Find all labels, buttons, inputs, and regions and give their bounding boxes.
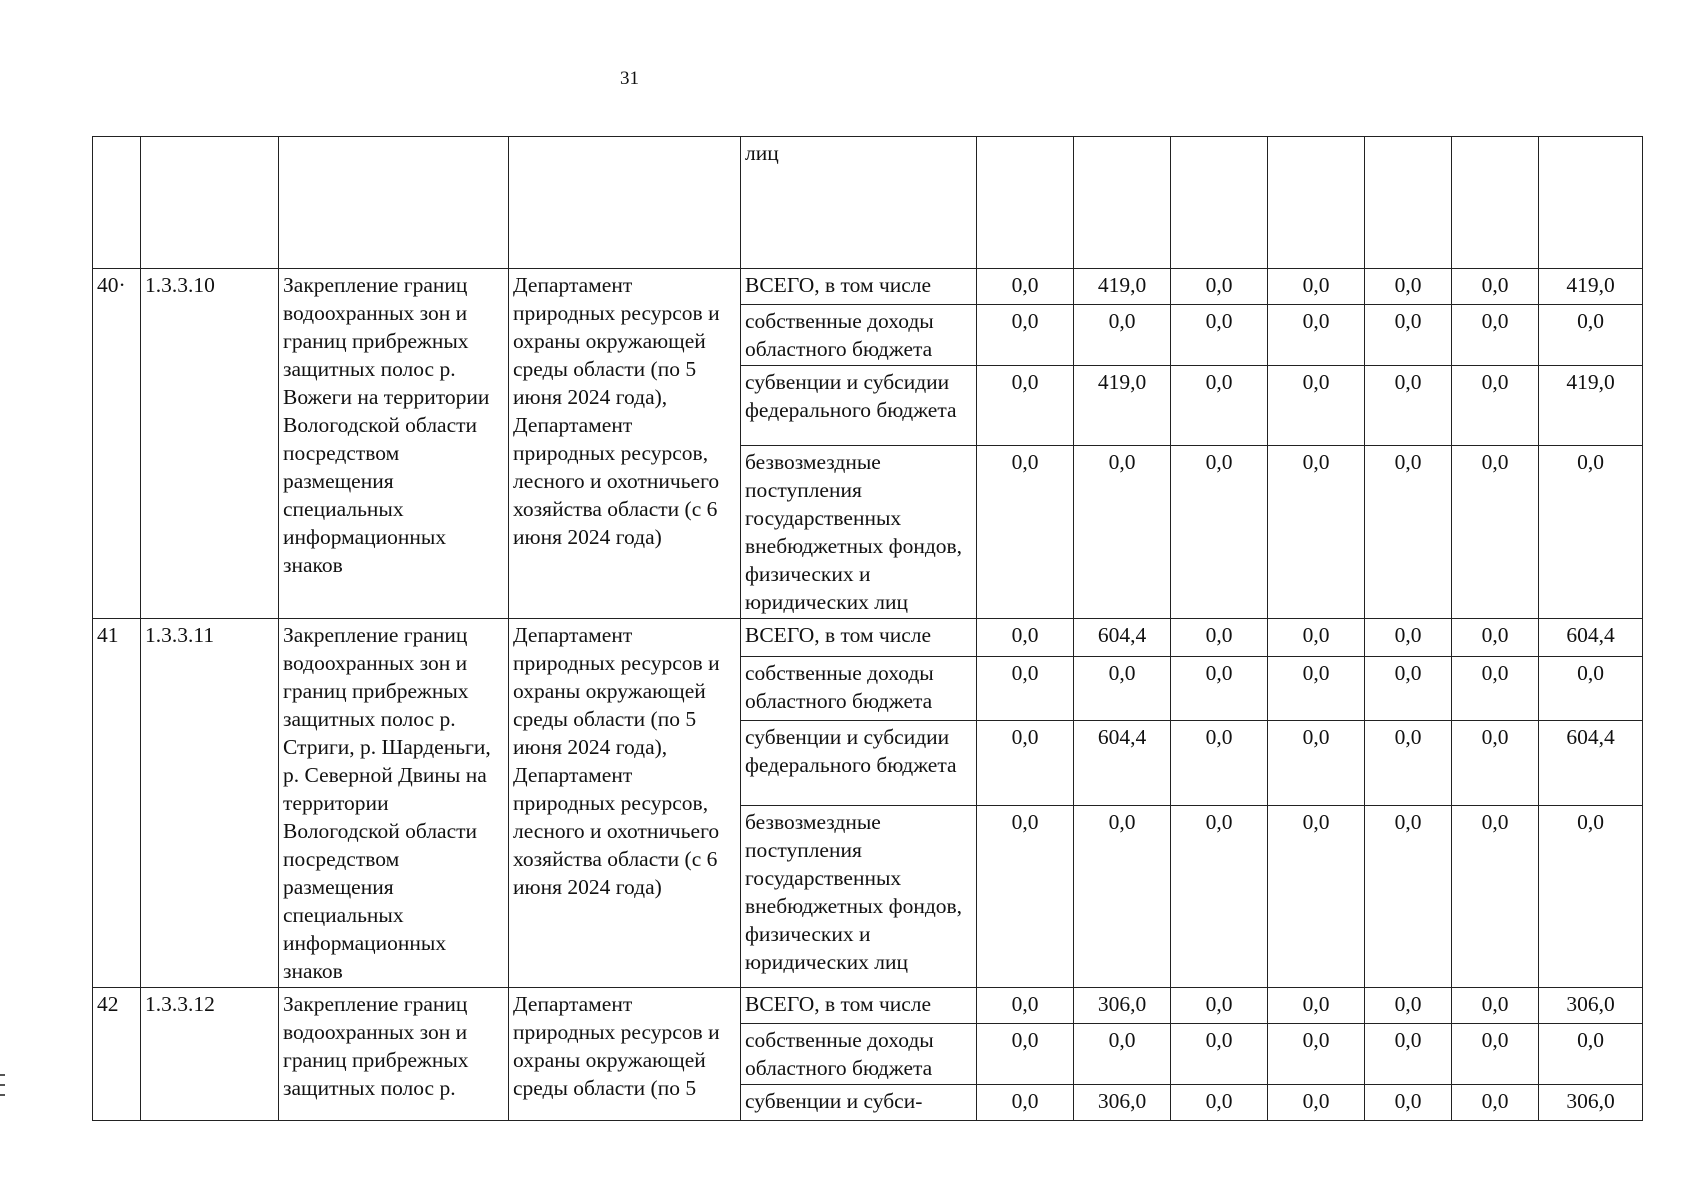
value-cell: 306,0 bbox=[1539, 1085, 1643, 1121]
value-cell: 0,0 bbox=[1365, 446, 1452, 619]
value-cell: 0,0 bbox=[1452, 805, 1539, 987]
executor-cell: Департамент природных ресурсов и охраны окружающей среды области (по 5 июня 2024 года), Департамент природных ресурсов, лесного и охотничьего хозяйства области (с 6 июня 2024 года) bbox=[509, 269, 741, 619]
activity-name-cell: Закрепление границ водоохранных зон и границ прибрежных защитных полос р. Вожеги на территории Вологодской области посредством размещения специальных информационных знаков bbox=[279, 269, 509, 619]
value-cell: 0,0 bbox=[977, 366, 1074, 446]
value-cell: 306,0 bbox=[1074, 988, 1171, 1024]
value-cell: 0,0 bbox=[1365, 1024, 1452, 1085]
value-cell: 0,0 bbox=[1268, 366, 1365, 446]
value-cell: 0,0 bbox=[977, 988, 1074, 1024]
value-cell: 0,0 bbox=[1171, 805, 1268, 987]
value-cell: 0,0 bbox=[1171, 305, 1268, 366]
value-cell: 0,0 bbox=[1365, 269, 1452, 305]
value-cell: 0,0 bbox=[1268, 305, 1365, 366]
value-cell bbox=[1074, 137, 1171, 269]
row-number-cell: 42 bbox=[93, 988, 141, 1121]
value-cell bbox=[1268, 137, 1365, 269]
value-cell: 0,0 bbox=[1074, 1024, 1171, 1085]
table-container bbox=[92, 136, 1643, 1121]
value-cell: 0,0 bbox=[977, 619, 1074, 657]
value-cell: 0,0 bbox=[1365, 805, 1452, 987]
source-cell: ВСЕГО, в том числе bbox=[741, 988, 977, 1024]
value-cell: 0,0 bbox=[1539, 656, 1643, 720]
code-cell: 1.3.3.10 bbox=[141, 269, 279, 619]
value-cell: 419,0 bbox=[1074, 366, 1171, 446]
source-cell: собственные доходы областного бюджета bbox=[741, 1024, 977, 1085]
value-cell: 0,0 bbox=[1539, 446, 1643, 619]
value-cell: 0,0 bbox=[1452, 656, 1539, 720]
value-cell: 0,0 bbox=[1074, 305, 1171, 366]
value-cell: 0,0 bbox=[1365, 721, 1452, 805]
value-cell: 0,0 bbox=[1171, 1024, 1268, 1085]
budget-table bbox=[92, 136, 1643, 1121]
value-cell: 306,0 bbox=[1074, 1085, 1171, 1121]
value-cell: 0,0 bbox=[1365, 988, 1452, 1024]
value-cell: 0,0 bbox=[1268, 805, 1365, 987]
value-cell bbox=[1539, 137, 1643, 269]
value-cell: 0,0 bbox=[1452, 1085, 1539, 1121]
value-cell bbox=[977, 137, 1074, 269]
value-cell: 0,0 bbox=[1171, 366, 1268, 446]
value-cell: 0,0 bbox=[1268, 1085, 1365, 1121]
value-cell: 0,0 bbox=[1452, 269, 1539, 305]
value-cell: 0,0 bbox=[1452, 366, 1539, 446]
value-cell: 0,0 bbox=[1268, 721, 1365, 805]
value-cell: 0,0 bbox=[1171, 988, 1268, 1024]
row-number-cell: 40· bbox=[93, 269, 141, 619]
source-cell: собственные доходы областного бюджета bbox=[741, 305, 977, 366]
value-cell: 0,0 bbox=[1365, 619, 1452, 657]
source-cell: безвозмездные поступления государственных внебюджетных фондов, физических и юридических лиц bbox=[741, 446, 977, 619]
value-cell: 419,0 bbox=[1539, 366, 1643, 446]
value-cell: 0,0 bbox=[1171, 269, 1268, 305]
code-cell: 1.3.3.11 bbox=[141, 619, 279, 988]
value-cell: 0,0 bbox=[1452, 721, 1539, 805]
activity-name-cell: Закрепление границ водоохранных зон и границ прибрежных защитных полос р. Стриги, р. Шарденьги, р. Северной Двины на территории Вологодской области посредством размещения специальных информационных знаков bbox=[279, 619, 509, 988]
value-cell: 604,4 bbox=[1074, 619, 1171, 657]
value-cell: 0,0 bbox=[1452, 305, 1539, 366]
value-cell: 0,0 bbox=[1539, 305, 1643, 366]
value-cell: 0,0 bbox=[1365, 366, 1452, 446]
table-row bbox=[93, 988, 1643, 1024]
value-cell: 0,0 bbox=[1365, 1085, 1452, 1121]
scan-artifact bbox=[0, 1094, 5, 1096]
value-cell: 0,0 bbox=[1452, 1024, 1539, 1085]
value-cell bbox=[1365, 137, 1452, 269]
value-cell: 604,4 bbox=[1539, 721, 1643, 805]
value-cell: 0,0 bbox=[1268, 1024, 1365, 1085]
scan-artifact bbox=[0, 1084, 5, 1086]
value-cell: 0,0 bbox=[1452, 988, 1539, 1024]
source-cell: ВСЕГО, в том числе bbox=[741, 619, 977, 657]
value-cell: 0,0 bbox=[1074, 805, 1171, 987]
value-cell: 0,0 bbox=[1171, 721, 1268, 805]
value-cell: 604,4 bbox=[1539, 619, 1643, 657]
source-cell: безвозмездные поступления государственных внебюджетных фондов, физических и юридических лиц bbox=[741, 805, 977, 987]
table-row bbox=[93, 137, 1643, 269]
value-cell: 0,0 bbox=[1268, 269, 1365, 305]
value-cell: 0,0 bbox=[1365, 656, 1452, 720]
value-cell: 0,0 bbox=[977, 1085, 1074, 1121]
value-cell: 0,0 bbox=[1171, 656, 1268, 720]
value-cell bbox=[1452, 137, 1539, 269]
page-number: 31 bbox=[620, 68, 639, 89]
table-row bbox=[93, 619, 1643, 657]
value-cell: 0,0 bbox=[1268, 656, 1365, 720]
empty-cell bbox=[509, 137, 741, 269]
value-cell bbox=[1171, 137, 1268, 269]
table-row bbox=[93, 269, 1643, 305]
value-cell: 306,0 bbox=[1539, 988, 1643, 1024]
value-cell: 0,0 bbox=[977, 805, 1074, 987]
value-cell: 0,0 bbox=[1171, 1085, 1268, 1121]
value-cell: 0,0 bbox=[977, 656, 1074, 720]
value-cell: 0,0 bbox=[1268, 446, 1365, 619]
source-cell: ВСЕГО, в том числе bbox=[741, 269, 977, 305]
empty-cell bbox=[93, 137, 141, 269]
value-cell: 0,0 bbox=[1171, 446, 1268, 619]
source-cell: субвенции и субсидии федерального бюджета bbox=[741, 366, 977, 446]
value-cell: 0,0 bbox=[1539, 1024, 1643, 1085]
value-cell: 604,4 bbox=[1074, 721, 1171, 805]
value-cell: 0,0 bbox=[1074, 656, 1171, 720]
row-number-cell: 41 bbox=[93, 619, 141, 988]
value-cell: 0,0 bbox=[977, 305, 1074, 366]
value-cell: 0,0 bbox=[1452, 619, 1539, 657]
empty-cell bbox=[141, 137, 279, 269]
source-cell: лиц bbox=[741, 137, 977, 269]
value-cell: 0,0 bbox=[1365, 305, 1452, 366]
value-cell: 0,0 bbox=[1268, 619, 1365, 657]
value-cell: 419,0 bbox=[1074, 269, 1171, 305]
executor-cell: Департамент природных ресурсов и охраны окружающей среды области (по 5 bbox=[509, 988, 741, 1121]
value-cell: 0,0 bbox=[1268, 988, 1365, 1024]
source-cell: субвенции и субси- bbox=[741, 1085, 977, 1121]
source-cell: субвенции и субсидии федерального бюджета bbox=[741, 721, 977, 805]
value-cell: 0,0 bbox=[1074, 446, 1171, 619]
value-cell: 0,0 bbox=[977, 269, 1074, 305]
value-cell: 0,0 bbox=[977, 446, 1074, 619]
value-cell: 0,0 bbox=[1539, 805, 1643, 987]
value-cell: 0,0 bbox=[1452, 446, 1539, 619]
source-cell: собственные доходы областного бюджета bbox=[741, 656, 977, 720]
value-cell: 0,0 bbox=[977, 1024, 1074, 1085]
scan-artifact bbox=[0, 1074, 5, 1076]
value-cell: 0,0 bbox=[1171, 619, 1268, 657]
code-cell: 1.3.3.12 bbox=[141, 988, 279, 1121]
activity-name-cell: Закрепление границ водоохранных зон и границ прибрежных защитных полос р. bbox=[279, 988, 509, 1121]
empty-cell bbox=[279, 137, 509, 269]
value-cell: 0,0 bbox=[977, 721, 1074, 805]
executor-cell: Департамент природных ресурсов и охраны окружающей среды области (по 5 июня 2024 года), Департамент природных ресурсов, лесного и охотничьего хозяйства области (с 6 июня 2024 года) bbox=[509, 619, 741, 988]
value-cell: 419,0 bbox=[1539, 269, 1643, 305]
